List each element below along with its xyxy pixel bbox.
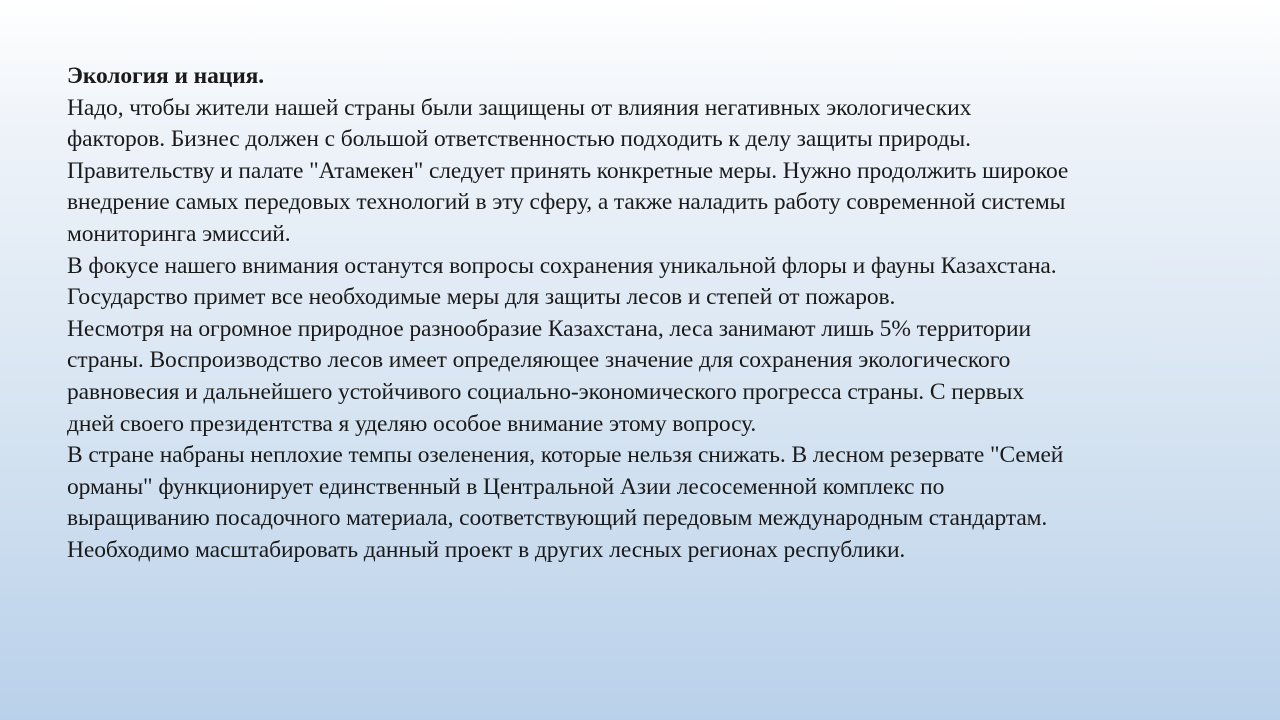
paragraph-forests	[67, 314, 1227, 440]
text-line: Несмотря на огромное природное разнообразие Казахстана, леса занимают лишь 5% территории	[67, 315, 1031, 342]
text-line: орманы" функционирует единственный в Центральной Азии лесосеменной комплекс по	[67, 473, 945, 500]
text-line: В стране набраны неплохие темпы озеленения, которые нельзя снижать. В лесном резервате "Семей	[67, 442, 1064, 469]
paragraph-flora-fauna	[67, 251, 1227, 314]
text-line: равновесия и дальнейшего устойчивого социально-экономического прогресса страны. С первых	[67, 378, 1024, 405]
text-line: дней своего президентства я уделяю особое внимание этому вопросу.	[67, 410, 757, 437]
text-line: страны. Воспроизводство лесов имеет определяющее значение для сохранения экологического	[67, 347, 1011, 374]
text-box	[67, 61, 1227, 567]
text-line: Государство примет все необходимые меры для защиты лесов и степей от пожаров.	[67, 284, 896, 311]
text-line: мониторинга эмиссий.	[67, 220, 291, 247]
slide-title: Экология и нация.	[67, 63, 265, 89]
text-line: выращиванию посадочного материала, соответствующий передовым международным стандартам.	[67, 505, 1048, 532]
paragraph-environmental-protection	[67, 93, 1227, 251]
text-line: Необходимо масштабировать данный проект в других лесных регионах республики.	[67, 536, 906, 563]
text-line: В фокусе нашего внимания останутся вопросы сохранения уникальной флоры и фауны Казахстана.	[67, 252, 1057, 279]
text-line: Надо, чтобы жители нашей страны были защищены от влияния негативных экологических	[67, 94, 972, 121]
text-line: Правительству и палате "Атамекен" следует принять конкретные меры. Нужно продолжить широкое	[67, 157, 1069, 184]
text-line: внедрение самых передовых технологий в эту сферу, а также наладить работу современной системы	[67, 189, 1066, 216]
text-line: факторов. Бизнес должен с большой ответственностью подходить к делу защиты природы.	[67, 126, 971, 153]
paragraph-greening	[67, 440, 1227, 566]
